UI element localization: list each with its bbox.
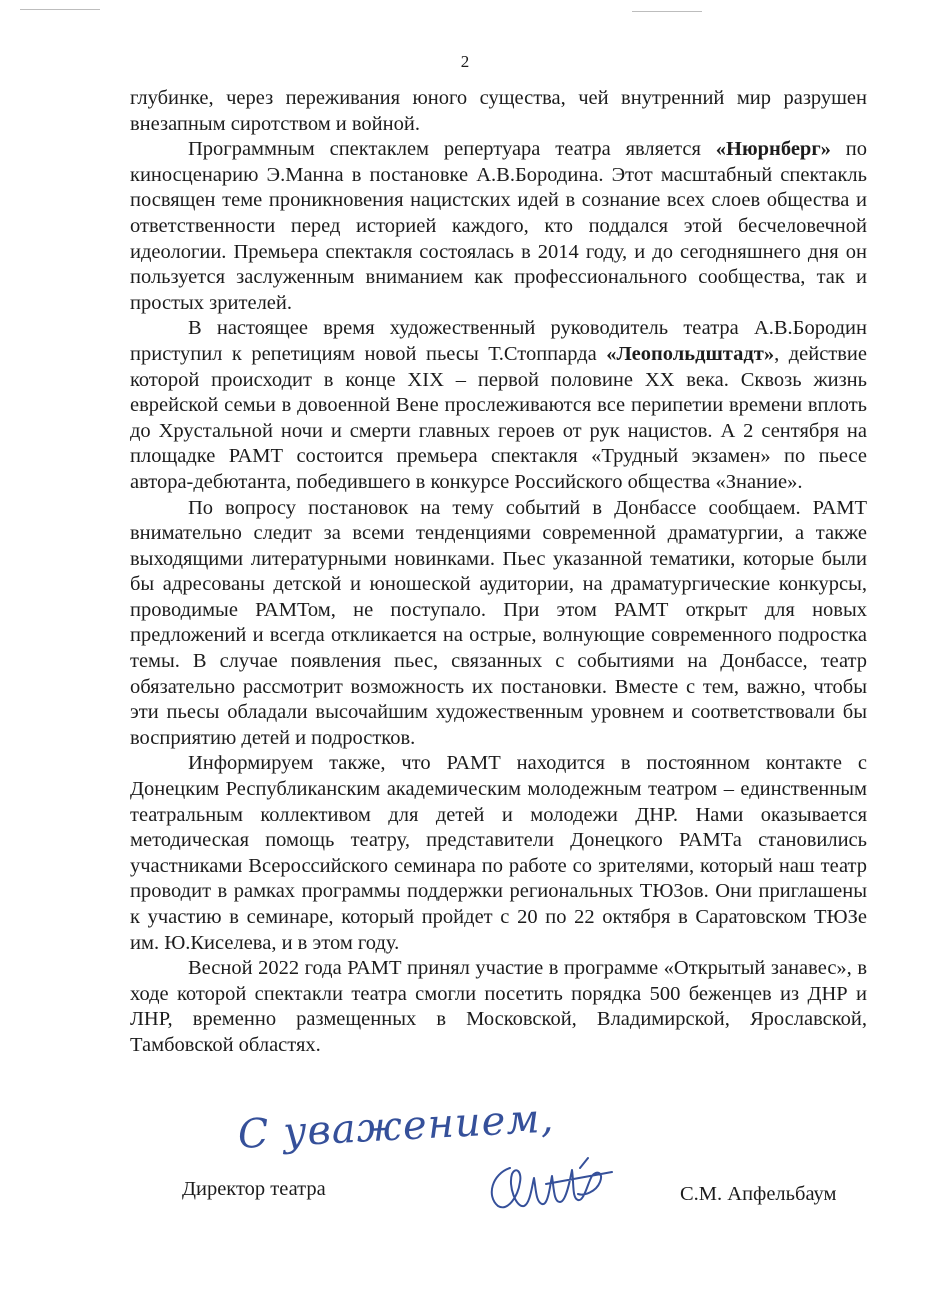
- paragraph-1-text: глубинке, через переживания юного существа, чей внутренний мир разрушен внезапным сиротством и войной.: [130, 87, 867, 135]
- paragraph-4-text: По вопросу постановок на тему событий в Донбассе сообщаем. РАМТ внимательно следит за всеми тенденциями современной драматургии, а также выходящими литературными новинками. Пьес указанной тематики, которые были бы адресованы детской и юношеской аудитории, на драматургические конкурсы, проводимые РАМТом, не поступало. При этом РАМТ открыт для новых предложений и всегда откликается на острые, волнующие современного подростка темы. В случае появления пьес, связанных с событиями на Донбассе, театр обязательно рассмотрит возможность их постановки. Вместе с тем, важно, чтобы эти пьесы обладали высочайшим художественным уровнем и соответствовали бы восприятию детей и подростков.: [130, 496, 867, 749]
- letter-body: [130, 86, 867, 1059]
- paragraph-3: [130, 316, 867, 495]
- signer-name: С.М. Апфельбаум: [680, 1183, 837, 1205]
- scan-mark-right: [632, 11, 702, 12]
- paragraph-5-text: Информируем также, что РАМТ находится в постоянном контакте с Донецким Республиканским академическим молодежным театром – единственным театральным коллективом для детей и молодежи ДНР. Нами оказывается методическая помощь театру, представители Донецкого РАМТа становились участниками Всероссийского семинара по работе со зрителями, который наш театр проводит в рамках программы поддержки региональных ТЮЗов. Они приглашены к участию в семинаре, который пройдет с 20 по 22 октября в Саратовском ТЮЗе им. Ю.Киселева, и в этом году.: [130, 752, 867, 954]
- signature-block: [0, 1150, 930, 1230]
- page-number: 2: [460, 52, 470, 71]
- paragraph-6: [130, 956, 867, 1058]
- paragraph-1: [130, 86, 867, 137]
- play-title-leopoldstadt: «Леопольдштадт»: [606, 342, 775, 365]
- handwritten-salutation: С уважением,: [236, 1095, 556, 1158]
- paragraph-5: [130, 751, 867, 956]
- paragraph-3-text-start: В настоящее время художественный руководитель театра А.В.Бородин приступил к репетициям новой пьесы Т.Стоппарда: [130, 317, 867, 365]
- paragraph-2: [130, 137, 867, 316]
- paragraph-3-text-end: , действие которой происходит в конце XIX – первой половине XX века. Сквозь жизнь еврейской семьи в довоенной Вене прослеживаются все перипетии времени вплоть до Хрустальной ночи и смерти главных героев от рук нацистов. А 2 сентября на площадке РАМТ состоится премьера спектакля «Трудный экзамен» по пьесе автора-дебютанта, победившего в конкурсе Российского общества «Знание».: [130, 342, 867, 493]
- scan-mark-left: [20, 9, 100, 10]
- handwritten-signature: [480, 1150, 630, 1220]
- play-title-nuremberg: «Нюрнберг»: [715, 138, 831, 161]
- signer-position: Директор театра: [182, 1178, 326, 1200]
- paragraph-2-text-start: Программным спектаклем репертуара театра является: [188, 138, 716, 161]
- paragraph-4: [130, 496, 867, 752]
- paragraph-2-text-end: по киносценарию Э.Манна в постановке А.В.Бородина. Этот масштабный спектакль посвящен теме проникновения нацистских идей в сознание всех слоев общества и ответственности перед историей каждого, кто поддался этой бесчеловечной идеологии. Премьера спектакля состоялась в 2014 году, и до сегодняшнего дня он пользуется заслуженным вниманием как профессионального сообщества, так и простых зрителей.: [130, 138, 867, 314]
- paragraph-6-text: Весной 2022 года РАМТ принял участие в программе «Открытый занавес», в ходе которой спектакли театра смогли посетить порядка 500 беженцев из ДНР и ЛНР, временно размещенных в Московской, Владимирской, Ярославской, Тамбовской областях.: [130, 957, 867, 1056]
